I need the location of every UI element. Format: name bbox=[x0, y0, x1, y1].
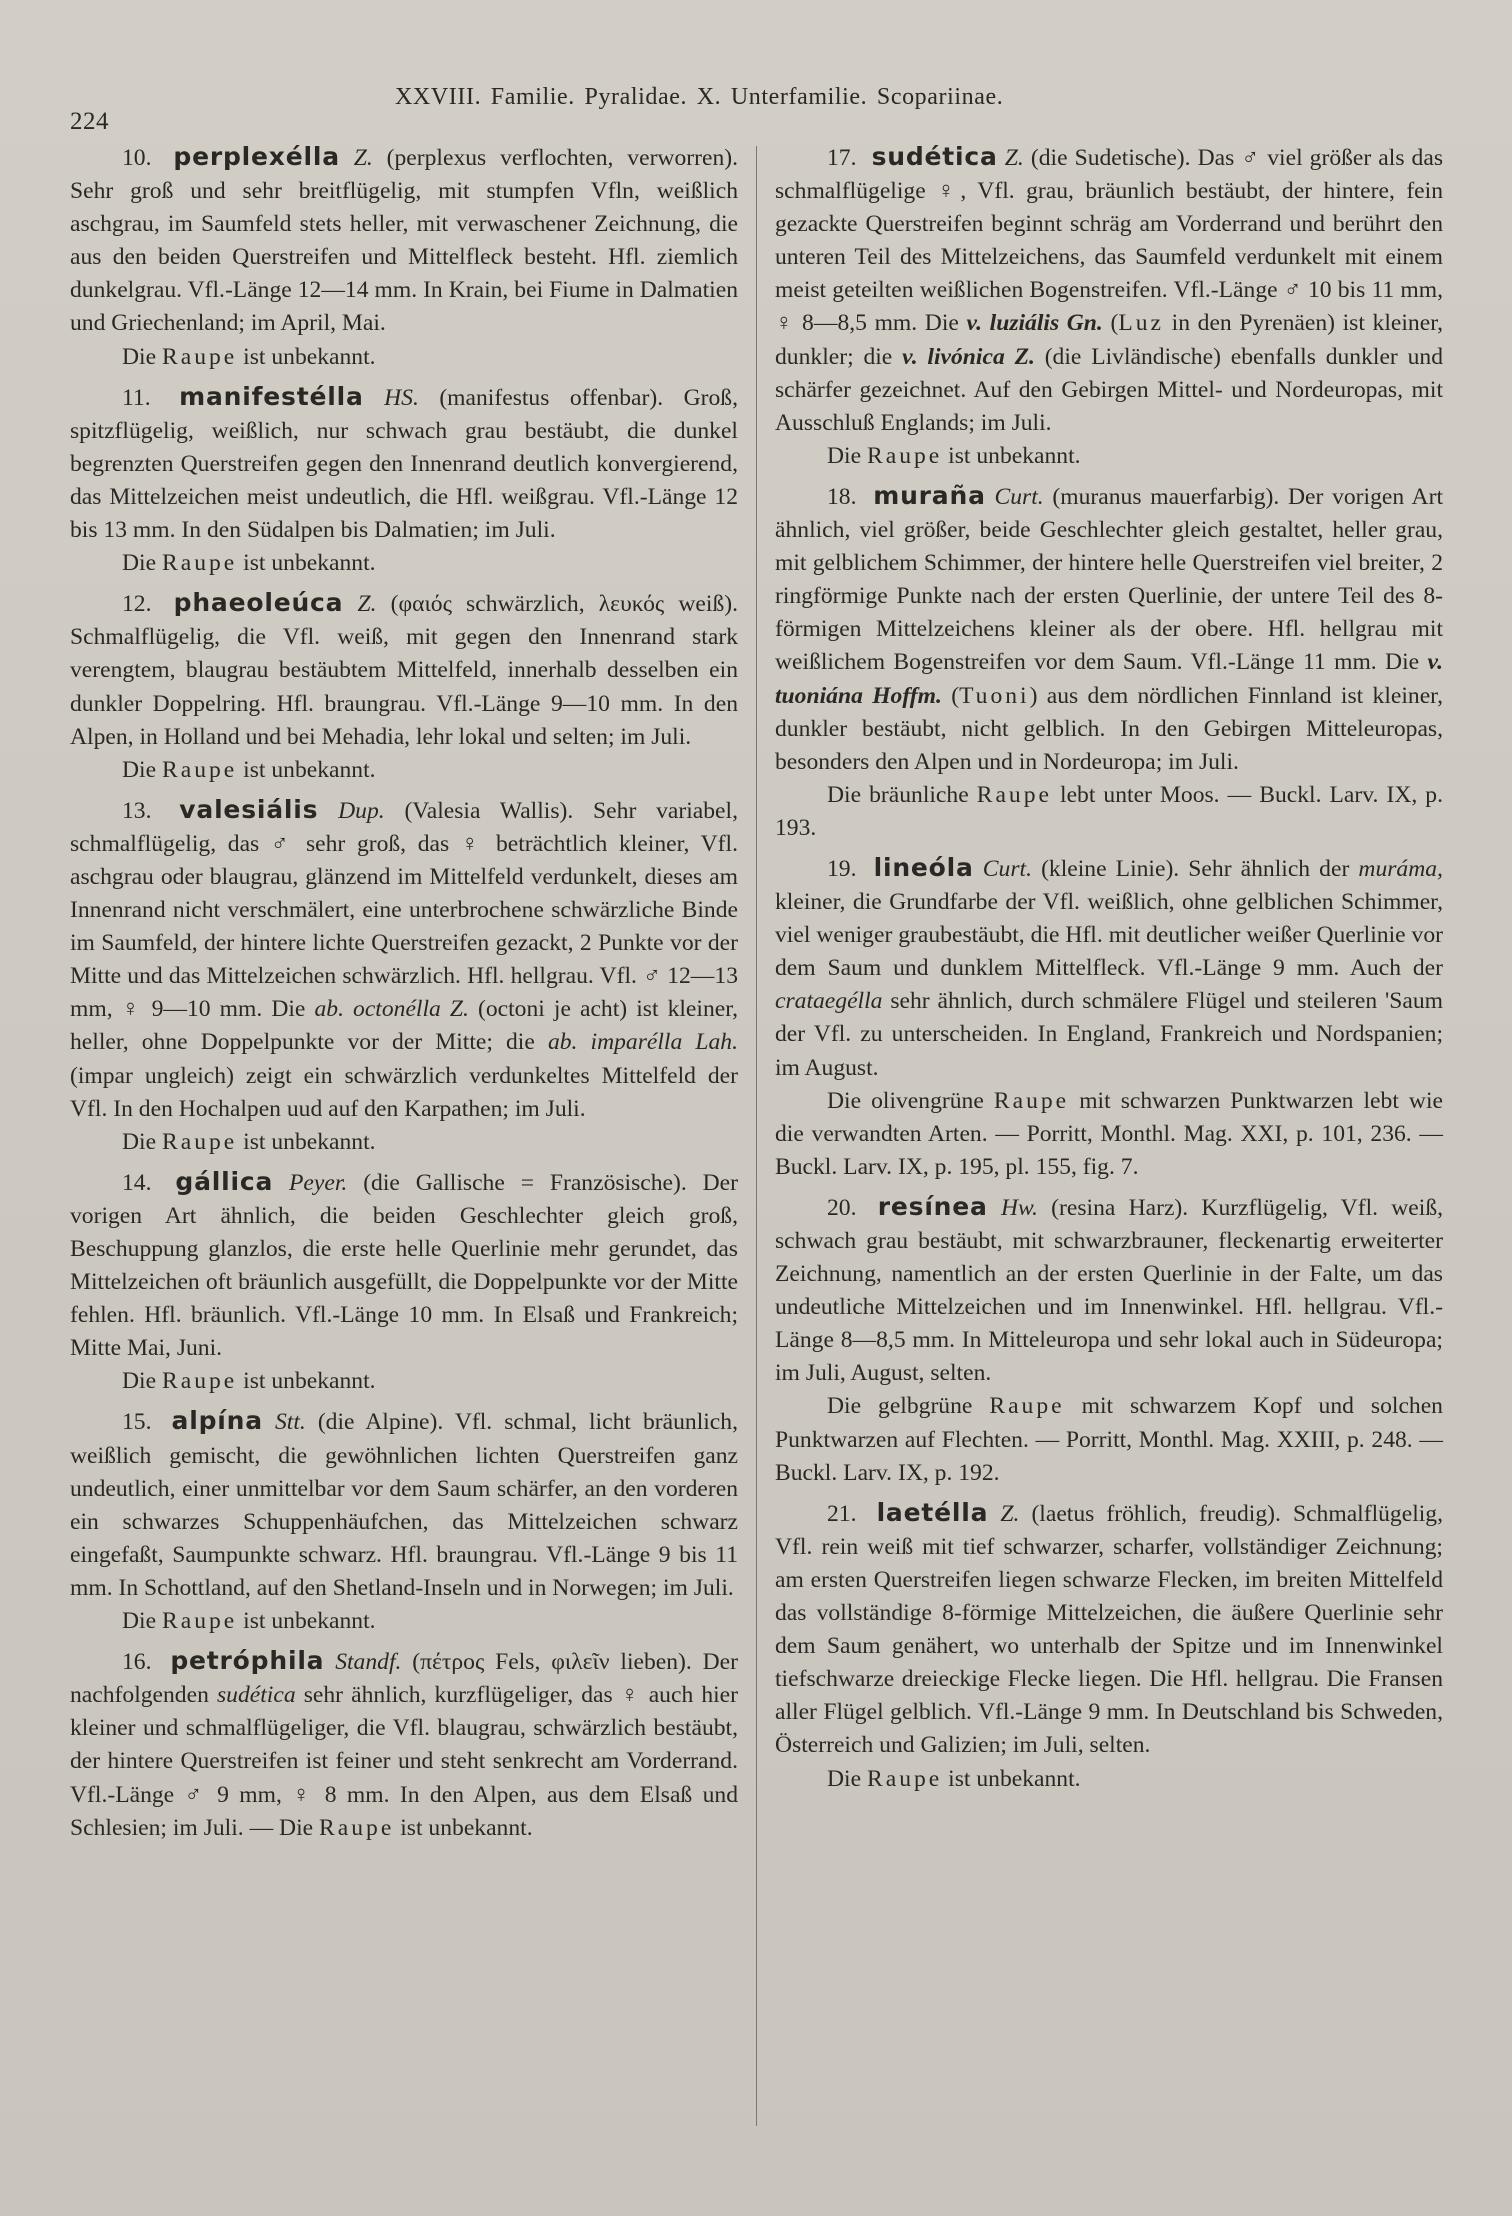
entry-number: 20. bbox=[827, 1194, 857, 1221]
entry-description: in den Pyrenäen) ist kleiner, dunkler; die bbox=[775, 310, 1444, 370]
note-text: ist unbekannt. bbox=[948, 1765, 1081, 1792]
species-entry-18 bbox=[775, 479, 1443, 779]
variety-name: v. tuoniána Hoffm. bbox=[775, 649, 1443, 709]
page-header bbox=[70, 78, 1450, 135]
entry-description: (octoni je acht) ist kleiner, heller, ohne Doppelpunkte vor der Mitte; die bbox=[70, 996, 739, 1056]
note-text: ist unbekannt. bbox=[243, 343, 376, 370]
note-text: Die olivengrüne bbox=[827, 1087, 984, 1114]
column-divider bbox=[756, 146, 757, 2126]
raupe-word: Raupe bbox=[161, 1368, 238, 1395]
species-reference: muráma, bbox=[1358, 855, 1443, 882]
note-text: Die bbox=[122, 343, 157, 370]
entry-description: (resina Harz). Kurzflügelig, Vfl. weiß, schwach grau bestäubt, mit schwarzbrauner, fleckenartig erweiterter Zeichnung, namentlich an der ersten Querlinie in der Falte, um das undeutliche Mittelzeichen und im Innenwinkel. Hfl. hellgrau. Vfl.-Länge 8—8,5 mm. In Mitteleuropa und sehr lokal auch in Südeuropa; im Juli, August, selten. bbox=[775, 1194, 1444, 1387]
species-name: valesiális bbox=[179, 794, 319, 824]
entry-description: (muranus mauerfarbig). Der vorigen Art ähnlich, viel größer, beide Geschlechter gleich gestaltet, heller grau, mit gelblichem Schimmer, der hintere helle Querstreifen viel breiter, 2 ringförmige Punkte nach der ersten Querlinie, der untere Teil des 8-förmigen Mittelzeichens kleiner als der obere. Hfl. hellgrau mit weißlichem Bogenstreifen vor dem Saum. Vfl.-Länge 11 mm. Die bbox=[775, 483, 1444, 676]
note-text: mit schwarzem Kopf und solchen Punktwarzen auf Flechten. — Porritt, Monthl. Mag. XXIII, p. 248. — Buckl. Larv. IX, p. 192. bbox=[775, 1393, 1443, 1486]
entry-number: 16. bbox=[122, 1649, 152, 1676]
entry-description: (die Livländische) ebenfalls dunkler und schärfer gezeichnet. Auf den Gebirgen Mittel- und Nordeuropas, mit Ausschluß Englands; im Juli. bbox=[775, 343, 1443, 436]
note-text: lebt unter Moos. — Buckl. Larv. IX, p. 193. bbox=[775, 781, 1443, 841]
entry-number: 21. bbox=[827, 1500, 857, 1527]
page-number: 224 bbox=[70, 108, 109, 135]
note-text: ist unbekannt. bbox=[243, 550, 376, 577]
species-name: resínea bbox=[877, 1191, 988, 1221]
note-text: Die bbox=[122, 1608, 157, 1635]
raupe-word: Raupe bbox=[993, 1087, 1070, 1114]
raupe-word: Raupe bbox=[976, 781, 1052, 808]
raupe-word: Raupe bbox=[161, 343, 238, 370]
note-text: Die bbox=[122, 550, 157, 577]
species-entry-21 bbox=[775, 1496, 1443, 1763]
running-head: XXVIII. Familie. Pyralidae. X. Unterfamilie. Scopariinae. bbox=[395, 84, 1004, 110]
species-name: manifestélla bbox=[179, 381, 364, 411]
species-name: lineóla bbox=[873, 852, 974, 882]
species-entry-15 bbox=[70, 1404, 738, 1605]
author-abbrev: HS. bbox=[384, 384, 419, 411]
note-text: ist unbekannt. bbox=[243, 1368, 376, 1395]
note-text: Die bbox=[122, 756, 157, 783]
entry-number: 15. bbox=[122, 1409, 152, 1436]
entry-description: (die Alpine). Vfl. schmal, licht bräunlich, weißlich gemischt, die gewöhnlichen lichten Querstreifen ganz undeutlich, einer unmittelbar vor dem Saum schärfer, an den vorderen ein schwarzes Schuppenhäufchen, das Mittelzeichen schwarz eingefaßt, Saumpunkte schwarz. Hfl. braungrau. Vfl.-Länge 9 bis 11 mm. In Schottland, auf den Shetland-Inseln und in Norwegen; im Juli. bbox=[70, 1409, 738, 1601]
larva-note-19 bbox=[775, 1085, 1443, 1184]
entry-description: (manifestus offenbar). Groß, spitzflügelig, weißlich, nur schwach grau bestäubt, die dunkel begrenzten Querstreifen gegen den Innenrand deutlich konvergierend, das Mittelzeichen meist undeutlich, die Hfl. weißgrau. Vfl.-Länge 12 bis 13 mm. In den Südalpen bis Dalmatien; im Juli. bbox=[70, 384, 738, 544]
locality-name: Tuoni bbox=[959, 682, 1030, 709]
author-abbrev: Z. bbox=[357, 591, 377, 618]
entry-description: (kleine Linie). Sehr ähnlich der bbox=[1041, 855, 1350, 882]
entry-description: sehr ähnlich, durch schmälere Flügel und steileren 'Saum der Vfl. zu unterscheiden. In England, Frankreich und Nordspanien; im August. bbox=[775, 988, 1443, 1081]
author-abbrev: Dup. bbox=[338, 797, 385, 824]
author-abbrev: Curt. bbox=[994, 483, 1044, 510]
note-text: Die bbox=[827, 442, 862, 469]
species-name: perplexélla bbox=[173, 142, 340, 171]
raupe-word: Raupe bbox=[161, 1608, 238, 1635]
entry-description: (impar ungleich) zeigt ein schwärzlich verdunkeltes Mittelfeld der Vfl. In den Hochalpen uud auf den Karpathen; im Juli. bbox=[70, 1062, 738, 1122]
right-column bbox=[775, 140, 1443, 1802]
species-name: phaeoleúca bbox=[173, 588, 344, 618]
larva-note-20 bbox=[775, 1390, 1443, 1489]
entry-description: ( bbox=[951, 682, 960, 709]
species-entry-12 bbox=[70, 586, 738, 753]
entry-description: (die Sudetische). Das ♂ viel größer als das schmalflügelige ♀, Vfl. grau, bräunlich bestäubt, der hintere, fein gezackte Querstreifen beginnt schräg am Vorderrand und berührt den unteren Teil des Mittelzeichens, das Saumfeld verdunkelt mit einem meist geteilten weißlichen Bogenstreifen. Vfl.-Länge ♂ 10 bis 11 mm, ♀ 8—8,5 mm. Die bbox=[775, 145, 1444, 337]
aberration-name: ab. octonélla Z. bbox=[314, 996, 469, 1023]
author-abbrev: Z. bbox=[353, 145, 373, 171]
species-entry-17 bbox=[775, 140, 1443, 440]
species-entry-19 bbox=[775, 851, 1443, 1085]
author-abbrev: Z. bbox=[1000, 1500, 1020, 1527]
entry-description: ist unbekannt. bbox=[400, 1814, 533, 1841]
species-name: muraña bbox=[873, 480, 986, 510]
entry-description: ( bbox=[1110, 310, 1119, 337]
entry-number: 17. bbox=[827, 145, 857, 171]
aberration-name: ab. imparélla Lah. bbox=[547, 1029, 738, 1056]
raupe-word: Raupe bbox=[161, 756, 238, 783]
entry-description: (perplexus verflochten, verworren). Sehr groß und sehr breitflügelig, mit stumpfen Vfln, weißlich aschgrau, im Saumfeld stets heller, mit verwaschener Zeichnung, die aus den beiden Querstreifen und Mittelfleck besteht. Hfl. ziemlich dunkelgrau. Vfl.-Länge 12—14 mm. In Krain, bei Fiume in Dalmatien und Griechenland; im April, Mai. bbox=[70, 145, 738, 337]
note-text: Die bräunliche bbox=[827, 781, 969, 808]
left-column bbox=[70, 140, 738, 1845]
author-abbrev: Z. bbox=[1004, 145, 1024, 171]
raupe-word: Raupe bbox=[161, 550, 238, 577]
entry-description: (Valesia Wallis). Sehr variabel, schmalflügelig, das ♂ sehr groß, das ♀ beträchtlich kleiner, Vfl. aschgrau oder blaugrau, glänzend im Mittelfeld verdunkelt, dieses am Innenrand nicht verschmälert, eine unterbrochene schwärzliche Binde im Saumfeld, der hintere lichte Querstreifen gezackt, 2 Punkte vor der Mitte und das Mittelzeichen schwärzlich. Hfl. hellgrau. Vfl. ♂ 12—13 mm, ♀ 9—10 mm. Die bbox=[70, 797, 738, 1023]
entry-description: (laetus fröhlich, freudig). Schmalflügelig, Vfl. rein weiß mit tief schwarzer, scharfer, vollständiger Zeichnung; am ersten Querstreifen liegen schwarze Flecken, im breiten Mittelfeld das vollständige 8-förmige Mittelzeichen, die äußere Querlinie sehr dem Saum genähert, wo unterhalb der Spitze und im Innenwinkel tiefschwarze dreieckige Flecke liegen. Die Hfl. hellgrau. Die Fransen aller Flügel gelblich. Vfl.-Länge 9 mm. In Deutschland bis Schweden, Österreich und Galizien; im Juli, selten. bbox=[775, 1500, 1444, 1759]
larva-note-17 bbox=[775, 440, 1443, 473]
species-name: gállica bbox=[175, 1166, 274, 1196]
larva-note-15 bbox=[70, 1605, 738, 1638]
larva-note-12 bbox=[70, 754, 738, 787]
larva-note-11 bbox=[70, 547, 738, 580]
note-text: ist unbekannt. bbox=[243, 1128, 376, 1155]
variety-name: v. livónica Z. bbox=[902, 343, 1035, 370]
raupe-word: Raupe bbox=[866, 442, 943, 469]
entry-number: 11. bbox=[122, 384, 151, 411]
species-entry-16 bbox=[70, 1644, 738, 1845]
note-text: Die bbox=[122, 1128, 157, 1155]
entry-description: kleiner, die Grundfarbe der Vfl. weißlich, ohne gelblichen Schimmer, viel weniger graubestäubt, die Hfl. mit deutlicher weißer Querlinie vor dem Saum und dunklem Mittelfleck. Vfl.-Länge 9 mm. Auch der bbox=[775, 889, 1443, 982]
species-name: sudética bbox=[871, 142, 998, 171]
note-text: Die bbox=[827, 1765, 862, 1792]
author-abbrev: Standf. bbox=[335, 1649, 402, 1676]
entry-description: (πέτρος Fels, φιλεῖν lieben). Der nachfolgenden bbox=[70, 1649, 738, 1709]
species-reference: sudética bbox=[216, 1682, 296, 1709]
species-entry-14 bbox=[70, 1165, 738, 1366]
raupe-word: Raupe bbox=[319, 1814, 395, 1841]
species-name: petróphila bbox=[170, 1646, 325, 1676]
species-name: laetélla bbox=[876, 1497, 989, 1527]
author-abbrev: Curt. bbox=[982, 855, 1032, 882]
larva-note-13 bbox=[70, 1126, 738, 1159]
species-entry-11 bbox=[70, 380, 738, 547]
author-abbrev: Stt. bbox=[274, 1409, 306, 1436]
entry-number: 19. bbox=[827, 855, 857, 882]
note-text: ist unbekannt. bbox=[243, 1608, 376, 1635]
entry-description: ) aus dem nördlichen Finnland ist kleiner, dunkler bestäubt, nicht gelblich. In den Gebirgen Mitteleuropas, besonders den Alpen und in Nordeuropa; im Juli. bbox=[775, 682, 1443, 775]
entry-description: (die Gallische = Französische). Der vorigen Art ähnlich, die beiden Geschlechter gleich groß, Beschuppung glanzlos, die erste helle Querlinie mehr gerundet, das Mittelzeichen oft bräunlich ausgefüllt, die Doppelpunkte vor der Mitte fehlen. Hfl. bräunlich. Vfl.-Länge 10 mm. In Elsaß und Frankreich; Mitte Mai, Juni. bbox=[70, 1169, 739, 1362]
author-abbrev: Peyer. bbox=[289, 1169, 348, 1196]
raupe-word: Raupe bbox=[989, 1393, 1065, 1420]
note-text: mit schwarzen Punktwarzen lebt wie die verwandten Arten. — Porritt, Monthl. Mag. XXI, p. 101, 236. — Buckl. Larv. IX, p. 195, pl. 155, fig. 7. bbox=[775, 1087, 1443, 1180]
raupe-word: Raupe bbox=[161, 1128, 238, 1155]
species-name: alpína bbox=[171, 1406, 263, 1436]
author-abbrev: Hw. bbox=[1000, 1194, 1038, 1221]
larva-note-18 bbox=[775, 779, 1443, 845]
entry-number: 14. bbox=[122, 1169, 152, 1196]
entry-number: 13. bbox=[122, 797, 152, 824]
variety-name: v. luziális Gn. bbox=[966, 310, 1103, 337]
entry-number: 12. bbox=[122, 591, 152, 618]
note-text: Die gelbgrüne bbox=[827, 1393, 973, 1420]
larva-note-21 bbox=[775, 1763, 1443, 1796]
entry-number: 18. bbox=[827, 483, 857, 510]
note-text: ist unbekannt. bbox=[948, 442, 1081, 469]
species-reference: crataegélla bbox=[775, 988, 883, 1015]
species-entry-20 bbox=[775, 1190, 1443, 1391]
note-text: ist unbekannt. bbox=[243, 756, 376, 783]
species-entry-10 bbox=[70, 140, 738, 341]
raupe-word: Raupe bbox=[866, 1765, 943, 1792]
note-text: Die bbox=[122, 1368, 157, 1395]
locality-name: Luz bbox=[1118, 310, 1165, 337]
species-entry-13 bbox=[70, 793, 738, 1126]
larva-note-10 bbox=[70, 341, 738, 374]
larva-note-14 bbox=[70, 1365, 738, 1398]
entry-number: 10. bbox=[122, 145, 152, 171]
entry-description: (φαιός schwärzlich, λευκός weiß). Schmalflügelig, die Vfl. weiß, mit gegen den Innenrand stark verengtem, blaugrau bestäubtem Mittelfeld, innerhalb desselben ein dunkler Doppelring. Hfl. braungrau. Vfl.-Länge 9—10 mm. In den Alpen, in Holland und bei Mehadia, lehr lokal und selten; im Juli. bbox=[70, 591, 739, 750]
entry-description: sehr ähnlich, kurzflügeliger, das ♀ auch hier kleiner und schmalflügeliger, die Vfl. blaugrau, schwärzlich bestäubt, der hintere Querstreifen ist feiner und steht senkrecht am Vorderrand. Vfl.-Länge ♂ 9 mm, ♀ 8 mm. In den Alpen, aus dem Elsaß und Schlesien; im Juli. — Die bbox=[70, 1682, 739, 1841]
